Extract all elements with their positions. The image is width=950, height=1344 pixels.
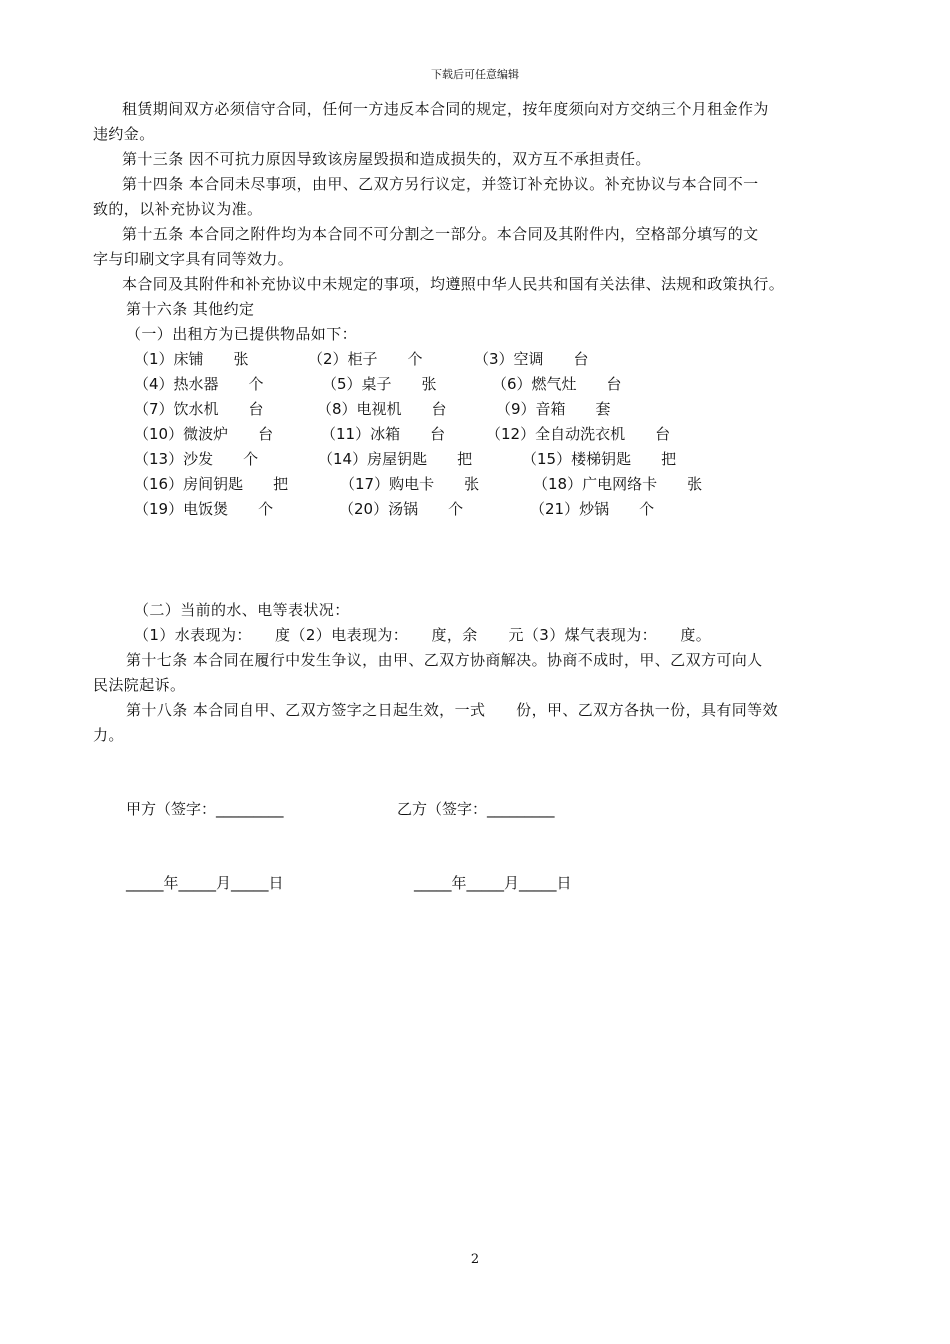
item-entry: （4）热水器 个 xyxy=(134,375,264,393)
item-entry: （2）柜子 个 xyxy=(308,350,423,368)
party-b-signature: 乙方（签字：_________ xyxy=(397,800,555,818)
meters-title: （二）当前的水、电等表状况： xyxy=(134,601,350,619)
party-a-signature: 甲方（签字：_________ xyxy=(126,800,284,818)
party-b-date: _____年_____月_____日 xyxy=(414,874,572,892)
item-entry: （11）冰箱 台 xyxy=(321,425,446,443)
article-15-line-1: 第十五条 本合同之附件均为本合同不可分割之一部分。本合同及其附件内，空格部分填写的文 xyxy=(122,225,759,243)
article-13: 第十三条 因不可抗力原因导致该房屋毁损和造成损失的，双方互不承担责任。 xyxy=(122,150,651,168)
page-number: 2 xyxy=(470,1252,480,1267)
meters-line: （1）水表现为： 度（2）电表现为： 度，余 元（3）煤气表现为： 度。 xyxy=(134,626,712,644)
item-entry: （8）电视机 台 xyxy=(317,400,447,418)
provided-items-title: （一）出租方为已提供物品如下： xyxy=(126,325,358,343)
article-15-line-2: 字与印刷文字具有同等效力。 xyxy=(93,250,294,268)
item-entry: （3）空调 台 xyxy=(474,350,589,368)
item-entry: （15）楼梯钥匙 把 xyxy=(522,450,677,468)
laws-paragraph: 本合同及其附件和补充协议中未规定的事项，均遵照中华人民共和国有关法律、法规和政策执行。 xyxy=(122,275,785,293)
item-entry: （12）全自动洗衣机 台 xyxy=(486,425,671,443)
item-entry: （17）购电卡 张 xyxy=(340,475,480,493)
item-entry: （1）床铺 张 xyxy=(134,350,249,368)
item-entry: （5）桌子 张 xyxy=(322,375,437,393)
article-17-line-2: 民法院起诉。 xyxy=(93,676,186,694)
item-entry: （10）微波炉 台 xyxy=(134,425,274,443)
party-a-date: _____年_____月_____日 xyxy=(126,874,284,892)
article-17-line-1: 第十七条 本合同在履行中发生争议，由甲、乙双方协商解决。协商不成时，甲、乙双方可向人 xyxy=(126,651,763,669)
article-14-line-2: 致的，以补充协议为准。 xyxy=(93,200,263,218)
item-entry: （7）饮水机 台 xyxy=(134,400,264,418)
item-entry: （18）广电网络卡 张 xyxy=(533,475,703,493)
article-14-line-1: 第十四条 本合同未尽事项，由甲、乙双方另行议定，并签订补充协议。补充协议与本合同不一 xyxy=(122,175,759,193)
item-entry: （21）炒锅 个 xyxy=(530,500,655,518)
item-entry: （16）房间钥匙 把 xyxy=(134,475,289,493)
article-18-line-1: 第十八条 本合同自甲、乙双方签字之日起生效，一式 份，甲、乙双方各执一份，具有同等效 xyxy=(126,701,778,719)
paragraph-penalty-2: 违约金。 xyxy=(93,125,155,143)
item-entry: （6）燃气灶 台 xyxy=(492,375,622,393)
page-header: 下载后可任意编辑 xyxy=(431,68,519,81)
article-16-title: 第十六条 其他约定 xyxy=(126,300,255,318)
item-entry: （13）沙发 个 xyxy=(134,450,259,468)
item-entry: （19）电饭煲 个 xyxy=(134,500,274,518)
item-entry: （20）汤锅 个 xyxy=(339,500,464,518)
paragraph-penalty-1: 租赁期间双方必须信守合同，任何一方违反本合同的规定，按年度须向对方交纳三个月租金作为 xyxy=(122,100,769,118)
item-entry: （14）房屋钥匙 把 xyxy=(318,450,473,468)
item-entry: （9）音箱 套 xyxy=(496,400,611,418)
article-18-line-2: 力。 xyxy=(93,726,124,744)
